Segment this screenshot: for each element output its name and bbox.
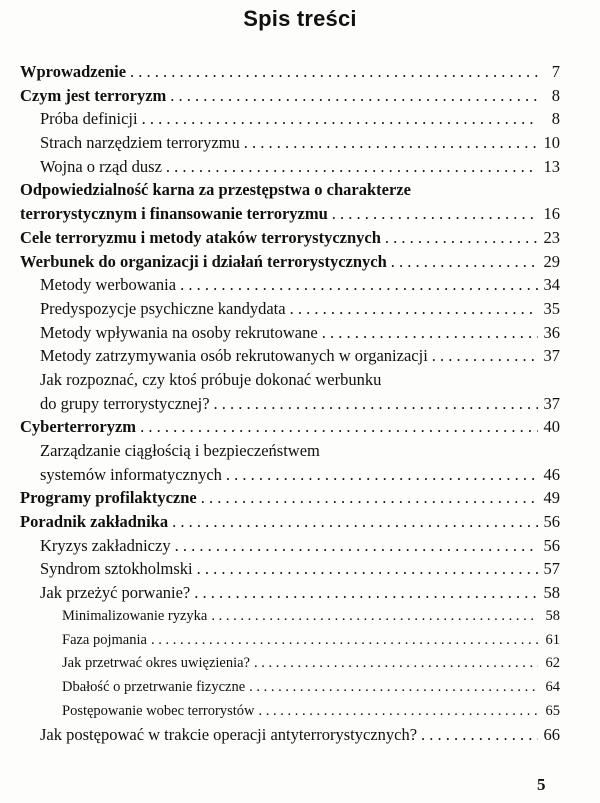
toc-entry-page: 61 bbox=[545, 631, 560, 648]
toc-leader-dots bbox=[170, 84, 538, 108]
toc-leader-dots bbox=[322, 321, 538, 345]
toc-entry-title: Poradnik zakładnika bbox=[20, 512, 169, 532]
toc-leader-dots bbox=[249, 676, 538, 700]
toc-entry bbox=[20, 273, 560, 297]
toc-leader-dots bbox=[201, 486, 538, 510]
toc-leader-dots bbox=[254, 652, 538, 676]
toc-entry-title: Faza pojmania bbox=[62, 631, 147, 648]
toc-entry bbox=[20, 439, 560, 463]
toc-entry-title: Dbałość o przetrwanie fizyczne bbox=[62, 678, 246, 695]
toc-entry-page: 58 bbox=[545, 607, 560, 624]
toc-leader-dots bbox=[172, 510, 538, 534]
toc-entry bbox=[20, 84, 560, 108]
toc-entry-title: do grupy terrorystycznej? bbox=[40, 393, 210, 413]
toc-entry-page: 7 bbox=[551, 62, 560, 81]
toc-entry-page: 56 bbox=[543, 512, 560, 532]
toc-leader-dots bbox=[432, 344, 538, 368]
toc-entry bbox=[20, 676, 560, 700]
toc-leader-dots bbox=[332, 202, 538, 226]
toc-entry-title: Postępowanie wobec terrorystów bbox=[62, 702, 255, 719]
toc-entry-title: Wojna o rząd dusz bbox=[40, 156, 162, 176]
toc-entry-title: Syndrom sztokholmski bbox=[40, 559, 193, 579]
toc-entry-title: systemów informatycznych bbox=[40, 464, 222, 484]
toc-entry-page: 34 bbox=[543, 275, 560, 295]
toc-entry-page: 65 bbox=[545, 702, 560, 719]
toc-entry-title: Metody werbowania bbox=[40, 275, 177, 295]
toc-entry-page: 35 bbox=[543, 298, 560, 318]
toc-leader-dots bbox=[385, 226, 538, 250]
toc-leader-dots bbox=[180, 273, 538, 297]
toc-entry-page: 37 bbox=[543, 346, 560, 366]
toc-leader-dots bbox=[211, 605, 538, 629]
toc-entry-page: 23 bbox=[543, 227, 560, 247]
toc-entry-title: Programy profilaktyczne bbox=[20, 488, 197, 508]
toc-leader-dots bbox=[151, 629, 538, 653]
toc-leader-dots bbox=[391, 250, 538, 274]
toc-entry-title: Jak rozpoznać, czy ktoś próbuje dokonać werbunku bbox=[40, 369, 382, 389]
toc-entry bbox=[20, 297, 560, 321]
toc-entry bbox=[20, 107, 560, 131]
toc-leader-dots bbox=[214, 392, 538, 416]
toc-entry-title: Metody wpływania na osoby rekrutowane bbox=[40, 322, 318, 342]
toc-entry-title: Jak przetrwać okres uwięzienia? bbox=[62, 655, 250, 672]
toc-entry bbox=[20, 226, 560, 250]
toc-entry bbox=[20, 155, 560, 179]
toc-entry bbox=[20, 368, 560, 392]
toc-entry-title: Jak postępować w trakcie operacji antyterrorystycznych? bbox=[40, 725, 418, 745]
toc-entry bbox=[20, 510, 560, 534]
toc-entry-page: 46 bbox=[543, 464, 560, 484]
toc-entry-title: Strach narzędziem terroryzmu bbox=[40, 133, 240, 153]
toc-leader-dots bbox=[166, 155, 538, 179]
toc-entry bbox=[20, 463, 560, 487]
toc-entry-title: Werbunek do organizacji i działań terrorystycznych bbox=[20, 251, 387, 271]
toc-entry-title: Kryzys zakładniczy bbox=[40, 535, 171, 555]
page-title: Spis treści bbox=[243, 6, 357, 31]
toc-entry-title: Wprowadzenie bbox=[20, 62, 127, 81]
toc-leader-dots bbox=[194, 581, 538, 605]
toc-entry-page: 16 bbox=[543, 204, 560, 224]
toc-entry-title: Zarządzanie ciągłością i bezpieczeństwem bbox=[40, 441, 320, 460]
toc-entry-title: Odpowiedzialność karna za przestępstwa o charakterze bbox=[20, 180, 411, 200]
toc-entry-title: Cyberterroryzm bbox=[20, 417, 137, 437]
toc-entry-title: terrorystycznym i finansowanie terroryzmu bbox=[20, 204, 328, 224]
toc-entry-title: Jak przeżyć porwanie? bbox=[40, 583, 191, 603]
toc-entry-title: Próba definicji bbox=[40, 109, 138, 129]
toc-entry-page: 13 bbox=[543, 156, 560, 176]
toc-entry-title: Czym jest terroryzm bbox=[20, 85, 167, 105]
toc-entry bbox=[20, 60, 560, 84]
toc-entry-page: 29 bbox=[543, 251, 560, 271]
toc-entry bbox=[20, 486, 560, 510]
toc-entry-title: Predyspozycje psychiczne kandydata bbox=[40, 298, 286, 318]
toc-leader-dots bbox=[130, 60, 538, 84]
toc-entry bbox=[20, 131, 560, 155]
toc-entry-page: 8 bbox=[551, 109, 560, 129]
toc-leader-dots bbox=[140, 415, 538, 439]
toc-entry-page: 66 bbox=[543, 725, 560, 745]
toc-entry bbox=[20, 700, 560, 724]
toc-leader-dots bbox=[290, 297, 538, 321]
toc-entry-page: 58 bbox=[543, 583, 560, 603]
toc-entry bbox=[20, 321, 560, 345]
toc-entry-page: 49 bbox=[543, 488, 560, 508]
toc-leader-dots bbox=[244, 131, 538, 155]
toc-entry bbox=[20, 557, 560, 581]
toc-entry-title: Cele terroryzmu i metody ataków terrorystycznych bbox=[20, 227, 381, 247]
toc-leader-dots bbox=[226, 463, 538, 487]
toc-entry-page: 40 bbox=[543, 417, 560, 437]
toc-entry bbox=[20, 652, 560, 676]
toc-leader-dots bbox=[421, 723, 538, 747]
toc-entry-page: 56 bbox=[543, 535, 560, 555]
toc-entry bbox=[20, 534, 560, 558]
toc-entry-page: 10 bbox=[543, 133, 560, 153]
toc-leader-dots bbox=[175, 534, 538, 558]
toc-entry bbox=[20, 415, 560, 439]
toc-entry bbox=[20, 202, 560, 226]
toc-leader-dots bbox=[197, 557, 538, 581]
toc-leader-dots bbox=[258, 700, 538, 724]
toc-entry-page: 64 bbox=[545, 678, 560, 695]
toc-leader-dots bbox=[142, 107, 538, 131]
toc-entry-title: Minimalizowanie ryzyka bbox=[62, 607, 208, 624]
toc-entry-page: 8 bbox=[551, 85, 560, 105]
toc-entry-page: 37 bbox=[543, 393, 560, 413]
toc-entry bbox=[20, 723, 560, 747]
toc-entry-title: Metody zatrzymywania osób rekrutowanych w organizacji bbox=[40, 346, 428, 366]
toc-entry bbox=[20, 629, 560, 653]
toc-entry bbox=[20, 178, 560, 202]
toc-entry bbox=[20, 605, 560, 629]
table-of-contents bbox=[20, 60, 560, 747]
toc-entry bbox=[20, 250, 560, 274]
toc-entry-page: 36 bbox=[543, 322, 560, 342]
toc-entry bbox=[20, 392, 560, 416]
page-number: 5 bbox=[537, 775, 546, 794]
toc-entry bbox=[20, 344, 560, 368]
toc-entry-page: 57 bbox=[543, 559, 560, 579]
toc-entry-page: 62 bbox=[545, 655, 560, 672]
toc-entry bbox=[20, 581, 560, 605]
